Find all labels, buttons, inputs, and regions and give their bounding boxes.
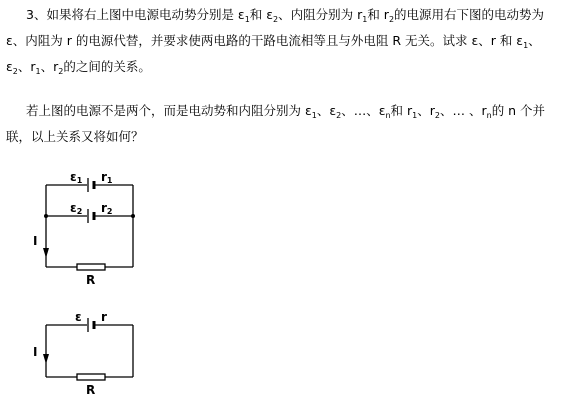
internal-r-label: r [101, 310, 107, 324]
internal-r1-label: r1 [101, 170, 113, 185]
current-arrow-icon [43, 354, 49, 364]
emf-2-label: ε2 [70, 201, 83, 216]
internal-r2-label: r2 [101, 201, 113, 216]
resistor-label: R [86, 273, 96, 287]
emf-1-label: ε1 [70, 170, 83, 185]
current-label: I [33, 345, 38, 359]
current-label: I [33, 234, 38, 248]
question-paragraph-2: 若上图的电源不是两个，而是电动势和内阻分别为 $\varepsilon_1$、$\varepsilon_2$、…、$\varepsilon_n$和 $r_1$、$r_2$、… 、$r_n$的 n 个并联，以上关系又将如何？ [6, 103, 546, 144]
emf-label: ε [75, 310, 82, 324]
question-paragraph-1: 3、如果将右上图中电源电动势分别是 $\varepsilon_1$和 $\varepsilon_2$、内阻分别为 $r_1$和 $r_2$的电源用右下图的电动势为 ε、内阻为 r 的电源代替，并要求使两电路的干路电流相等且与外电阻 R 无关。试求 ε、r 和 $\varepsilon_1$、$\varepsilon_2$、$r_1$、$r_2$的之间的关系。 [6, 7, 545, 76]
resistor-icon [77, 374, 105, 380]
battery-icon [88, 318, 94, 332]
resistor-label: R [86, 383, 96, 397]
